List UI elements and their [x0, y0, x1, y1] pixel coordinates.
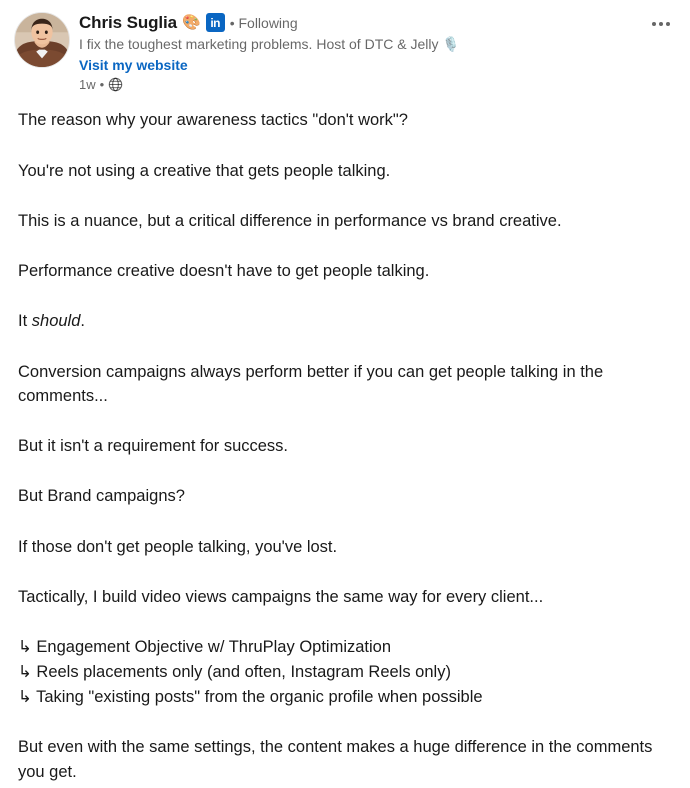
post-meta [79, 77, 636, 92]
meta-separator: • [99, 77, 105, 93]
post-closing-paragraph: But even with the same settings, the content makes a huge difference in the comments you get. [18, 738, 653, 781]
dot-two [659, 22, 663, 26]
post-paragraph: This is a nuance, but a critical difference in performance vs brand creative. [18, 211, 562, 230]
post-paragraph: If those don't get people talking, you've lost. [18, 537, 338, 556]
linkedin-badge-icon: in [206, 13, 225, 32]
avatar[interactable] [14, 12, 70, 68]
post-content [14, 108, 676, 784]
post-paragraph: The reason why your awareness tactics "don't work"? [18, 111, 408, 130]
list-item: ↳ Taking "existing posts" from the organic profile when possible [18, 687, 483, 706]
author-headline: I fix the toughest marketing problems. Host of DTC & Jelly 🎙️ [79, 35, 460, 52]
dot-one [652, 22, 656, 26]
post-bullet-list [18, 635, 670, 709]
post-header [14, 12, 676, 92]
dot-three [666, 22, 670, 26]
palette-emoji-icon: 🎨 [182, 14, 201, 32]
author-name[interactable]: Chris Suglia [79, 13, 177, 32]
globe-icon [108, 77, 123, 92]
emphasis-suffix: . [80, 312, 85, 331]
post-paragraph: You're not using a creative that gets people talking. [18, 161, 391, 180]
list-item: ↳ Reels placements only (and often, Instagram Reels only) [18, 662, 451, 681]
emphasis-prefix: It [18, 312, 32, 331]
following-status[interactable]: • Following [229, 14, 298, 31]
emphasis-word: should [31, 312, 81, 331]
more-options-button[interactable] [646, 12, 676, 36]
post-paragraph: Performance creative doesn't have to get people talking. [18, 262, 430, 281]
post-paragraph-emphasis [18, 309, 670, 333]
post-paragraph: But Brand campaigns? [18, 487, 185, 506]
author-name-row [79, 13, 636, 33]
post-paragraph: Conversion campaigns always perform better if you can get people talking in the comments... [18, 362, 604, 405]
list-item: ↳ Engagement Objective w/ ThruPlay Optimization [18, 638, 392, 657]
author-info [79, 12, 636, 92]
visit-website-link[interactable]: Visit my website [79, 57, 188, 74]
post-timestamp: 1w [79, 77, 96, 93]
post-paragraph: But it isn't a requirement for success. [18, 437, 289, 456]
post-paragraph: Tactically, I build video views campaigns the same way for every client... [18, 587, 544, 606]
